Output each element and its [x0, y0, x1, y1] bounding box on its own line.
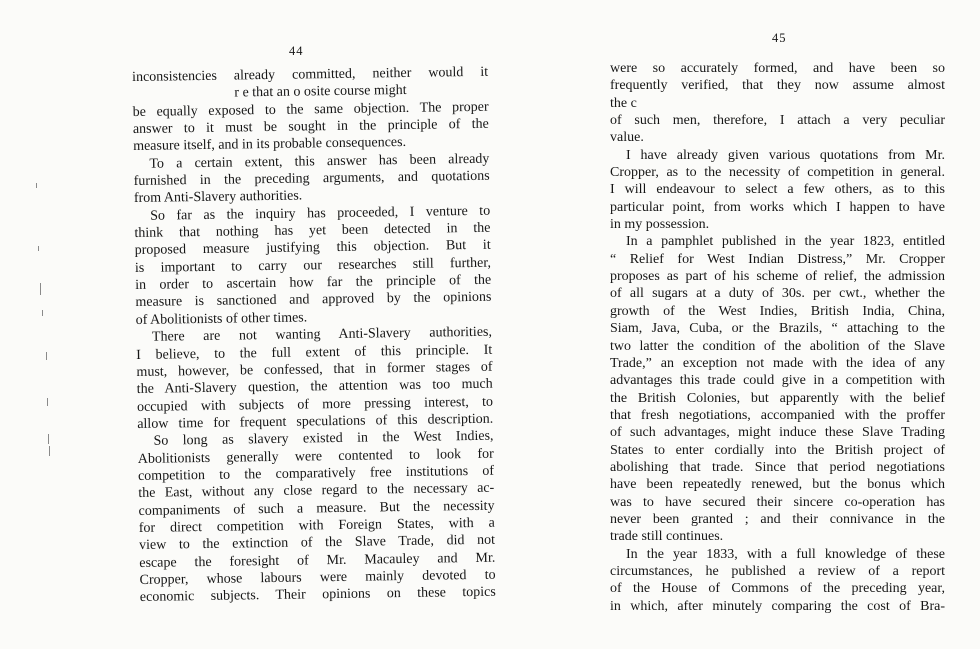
- text-line: in order to ascertain how far the principle of the: [135, 272, 492, 294]
- text-line: that fresh negotiations, accompanied with the proffer: [610, 407, 945, 423]
- text-line: measure is sanctioned and approved by the opinions: [135, 290, 492, 311]
- text-line: So far as the inquiry has proceeded, I venture to: [150, 203, 491, 224]
- text-line: particular point, from works which I happen to have: [610, 199, 945, 215]
- text-line: Cropper, whose labours were mainly devoted to: [139, 567, 496, 588]
- right-page: [500, 0, 980, 649]
- text-line: the c: [610, 95, 637, 111]
- text-line: Abolitionists generally were contented to look for: [137, 446, 494, 467]
- text-line: view to the extinction of the Slave Trade, did not: [138, 532, 496, 554]
- text-line: of such men, therefore, I attach a very peculiar: [610, 113, 945, 129]
- scan-mark: [42, 310, 43, 316]
- text-line: the East, without any close regard to the necessary ac-: [138, 480, 495, 502]
- text-line: were so accurately formed, and have been so: [610, 61, 945, 76]
- scan-mark: [47, 398, 48, 406]
- text-line: economic subjects. Their opinions on these topics: [139, 584, 496, 606]
- text-line: r e that an o osite course might: [234, 83, 407, 101]
- text-line: for direct competition with Foreign States, with a: [138, 515, 495, 536]
- text-line: circumstances, he published a review of a report: [610, 563, 945, 579]
- text-line: is important to carry our researches still further,: [134, 255, 492, 276]
- text-line: Trade,” an exception not made with the idea of any: [610, 355, 945, 371]
- scan-mark: [40, 283, 41, 295]
- text-line: must, however, be confessed, that in former stages of: [136, 359, 493, 380]
- scan-mark: [36, 183, 37, 188]
- text-line: in my possession.: [610, 217, 710, 233]
- text-line: competition to the comparatively free institutions of: [137, 463, 495, 484]
- page-number: 45: [772, 31, 787, 45]
- text-line: occupied with subjects of more pressing interest, to: [136, 394, 494, 415]
- text-line: companiments of such a measure. But the necessity: [138, 498, 495, 519]
- text-line: To a certain extent, this answer has been already: [149, 151, 490, 172]
- text-line: I will endeavour to select a few others, as to this: [610, 182, 945, 198]
- text-line: Siam, Java, Cuba, or the Brazils, “ attaching to the: [610, 321, 945, 337]
- text-line: was to have secured their sincere co-operation has: [610, 494, 945, 510]
- text-line: “ Relief for West Indian Distress,” Mr. Cropper: [610, 251, 945, 267]
- text-line: answer to it must be sought in the principle of the: [132, 116, 489, 138]
- text-line: There are not wanting Anti-Slavery authorities,: [151, 324, 493, 345]
- scan-mark: [48, 434, 49, 444]
- text-line: inconsistencies already committed, neither would it: [132, 64, 489, 85]
- text-line: In the year 1833, with a full knowledge of these: [626, 546, 945, 562]
- text-line: escape the foresight of Mr. Macauley and Mr.: [139, 550, 496, 571]
- text-line: furnished in the preceding arguments, and quotations: [133, 168, 490, 190]
- text-line: So long as slavery existed in the West Indies,: [153, 428, 494, 449]
- text-line: value.: [610, 130, 644, 146]
- text-line: advantages this trade could give in a competition with: [610, 373, 945, 389]
- page-text: [132, 64, 496, 607]
- text-line: in which, after minutely comparing the cost of Bra-: [610, 598, 945, 614]
- text-line: proposes as part of his scheme of relief, the admission: [610, 269, 945, 285]
- text-line: have been repeatedly renewed, but the bonus which: [610, 477, 945, 493]
- text-line: of such advantages, might induce these Slave Trading: [610, 425, 945, 441]
- scan-mark: [38, 246, 39, 251]
- text-line: from Anti-Slavery authorities.: [133, 188, 303, 207]
- text-line: never been granted ; and their connivance in the: [610, 511, 945, 527]
- text-line: proposed measure justifying this objection. But it: [134, 238, 491, 259]
- text-line: allow time for frequent speculations of this description.: [137, 411, 494, 432]
- text-line: In a pamphlet published in the year 1823, entitled: [626, 234, 945, 250]
- scan-mark: [49, 446, 50, 456]
- text-line: of all sugars at a duty of 30s. per cwt., whether the: [610, 286, 945, 302]
- text-line: the Anti-Slavery question, the attention was too much: [136, 376, 493, 398]
- text-line: trade still continues.: [610, 529, 724, 545]
- text-line: of the House of Commons of the preceding year,: [610, 581, 945, 597]
- page-text: [610, 60, 945, 615]
- text-line: of Abolitionists of other times.: [135, 310, 308, 328]
- text-line: abolishing that trade. Since that period negotiations: [610, 459, 945, 475]
- text-line: measure itself, and in its probable consequences.: [133, 135, 407, 155]
- text-line: I have already given various quotations from Mr.: [626, 147, 945, 163]
- text-line: Cropper, as to the necessity of competition in general.: [610, 165, 945, 181]
- text-line: think that nothing has yet been detected in the: [134, 220, 491, 242]
- page-number: 44: [289, 44, 304, 58]
- text-line: two latter the condition of the abolition of the Slave: [610, 338, 945, 354]
- text-line: frequently verified, that they now assume almost: [610, 78, 945, 94]
- scan-mark: [46, 352, 47, 360]
- text-line: States to enter cordially into the British project of: [610, 442, 945, 458]
- text-line: growth of the West Indies, British India, China,: [610, 303, 945, 319]
- text-line: the British Colonies, but apparently with the belief: [610, 390, 945, 406]
- text-line: be equally exposed to the same objection. The proper: [132, 99, 489, 120]
- text-line: I believe, to the full extent of this principle. It: [136, 342, 493, 363]
